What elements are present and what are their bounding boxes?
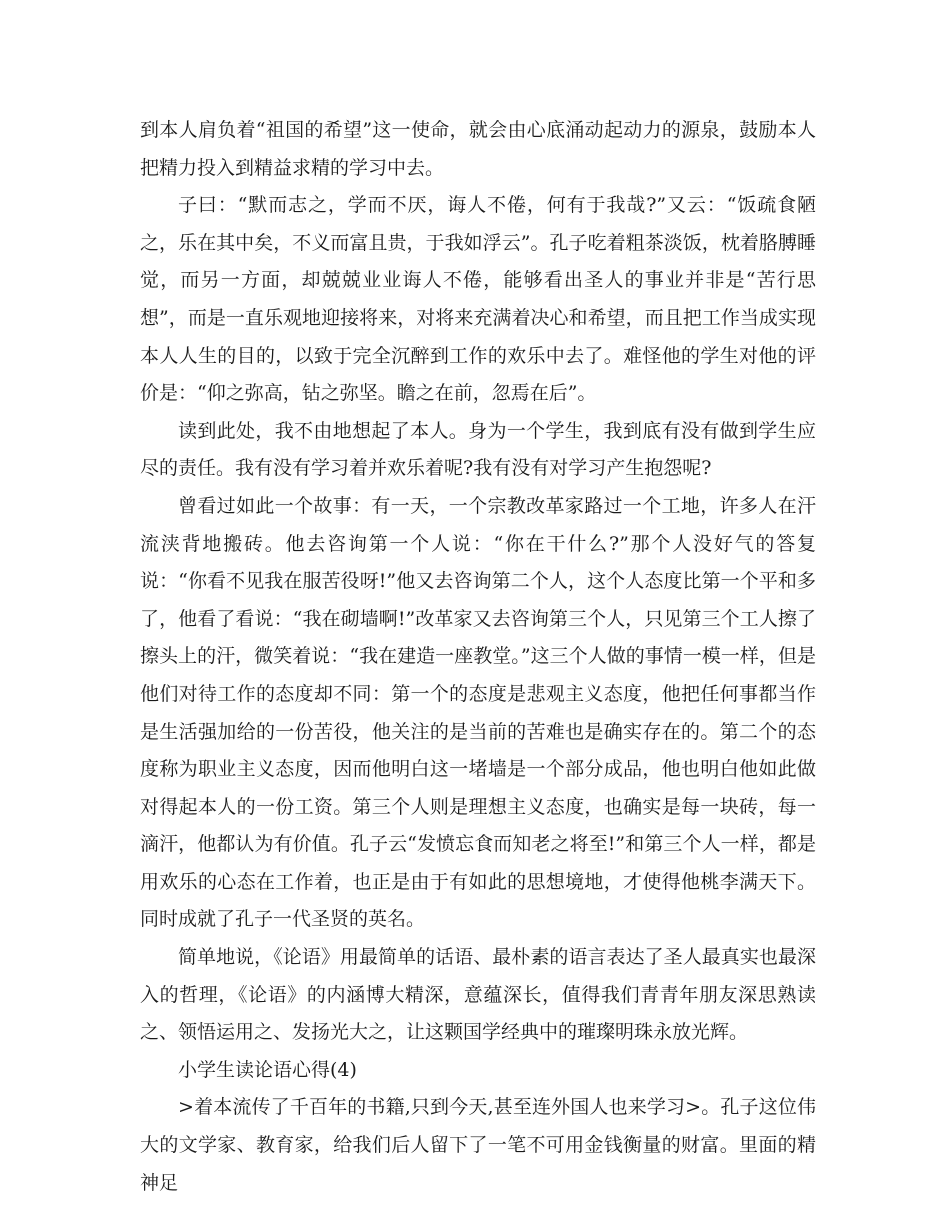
section-heading: 小学生读论语心得(4) xyxy=(178,1058,357,1081)
paragraph-1: 到本人肩负着“祖国的希望”这一使命，就会由心底涌动起动力的源泉，鼓励本人把精力投入到精益求精的学习中去。 xyxy=(140,119,816,179)
paragraph-3: 读到此处，我不由地想起了本人。身为一个学生，我到底有没有做到学生应尽的责任。我有没有学习着并欢乐着呢?我有没有对学习产生抱怨呢? xyxy=(140,419,816,480)
paragraph-2: 子曰：“默而志之，学而不厌，诲人不倦，何有于我哉?”又云：“饭疏食陋之，乐在其中矣，不义而富且贵，于我如浮云”。孔子吃着粗茶淡饭，枕着胳膊睡觉，而另一方面，却兢兢业业诲人不倦，能够看出圣人的事业并非是“苦行思想”，而是一直乐观地迎接将来，对将来充满着决心和希望，而且把工作当成实现本人人生的目的，以致于完全沉醉到工作的欢乐中去了。难怪他的学生对他的评价是：“仰之弥高，钻之弥坚。瞻之在前，忽焉在后”。 xyxy=(140,194,816,405)
paragraph-6: >着本流传了千百年的书籍,只到今天,甚至连外国人也来学习>。孔子这位伟大的文学家、教育家，给我们后人留下了一笔不可用金钱衡量的财富。里面的精神足 xyxy=(140,1096,816,1194)
paragraph-4: 曾看过如此一个故事：有一天，一个宗教改革家路过一个工地，许多人在汗流浃背地搬砖。他去咨询第一个人说：“你在干什么?”那个人没好气的答复说：“你看不见我在服苦役呀!”他又去咨询第二个人，这个人态度比第一个平和多了，他看了看说：“我在砌墙啊!”改革家又去咨询第三个人，只见第三个工人擦了擦头上的汗，微笑着说：“我在建造一座教堂。”这三个人做的事情一模一样，但是他们对待工作的态度却不同：第一个的态度是悲观主义态度，他把任何事都当作是生活强加给的一份苦役，他关注的是当前的苦难也是确实存在的。第二个的态度称为职业主义态度，因而他明白这一堵墙是一个部分成品，他也明白他如此做对得起本人的一份工资。第三个人则是理想主义态度，也确实是每一块砖，每一滴汗，他都认为有价值。孔子云“发愤忘食而知老之将至!”和第三个人一样，都是用欢乐的心态在工作着，也正是由于有如此的思想境地，才使得他桃李满天下。同时成就了孔子一代圣贤的英名。 xyxy=(140,494,816,931)
paragraph-5: 简单地说，《论语》用最简单的话语、最朴素的语言表达了圣人最真实也最深入的哲理，《论语》的内涵博大精深，意蕴深长，值得我们青青年朋友深思熟读之、领悟运用之、发扬光大之，让这颗国学经典中的璀璨明珠永放光辉。 xyxy=(140,946,816,1044)
document-body xyxy=(140,112,816,1202)
